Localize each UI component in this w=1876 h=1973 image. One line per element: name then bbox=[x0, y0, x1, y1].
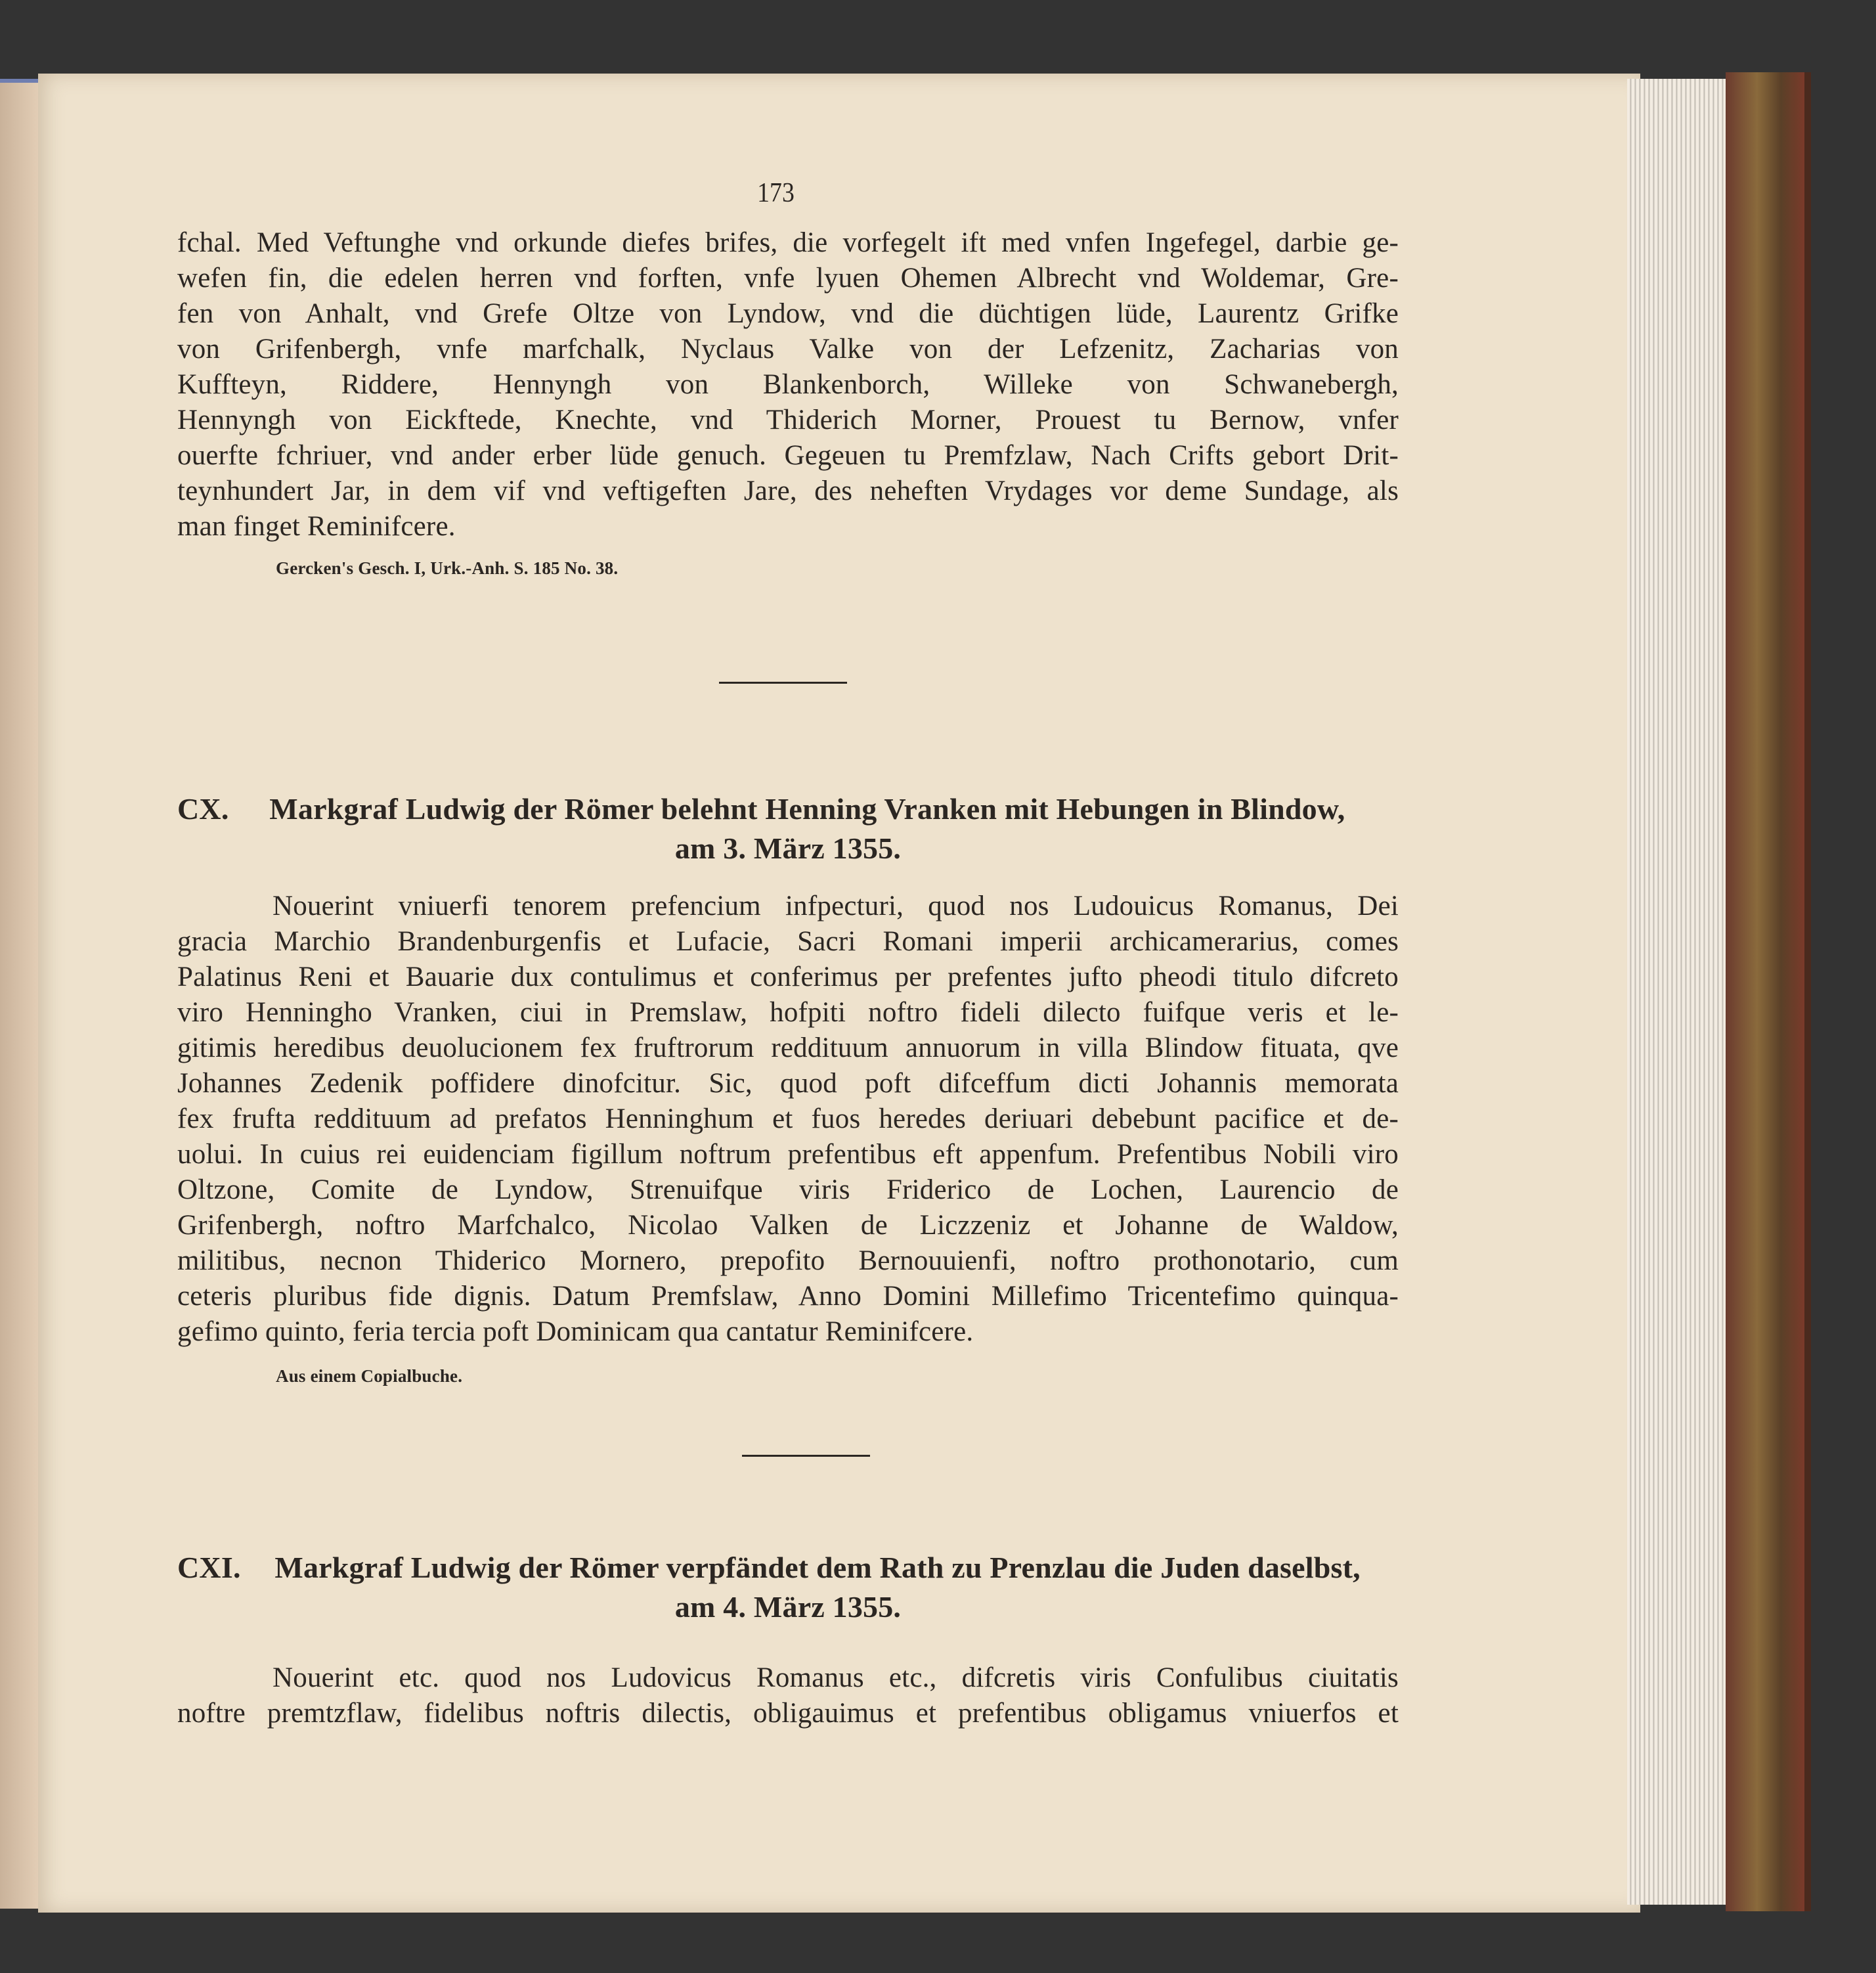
section-title bbox=[177, 791, 1345, 826]
section-title bbox=[177, 1550, 1361, 1585]
source-citation: Gercken's Gesch. I, Urk.-Anh. S. 185 No. 38. bbox=[276, 558, 619, 578]
text-line: Nouerint vniuerfi tenorem prefencium infpecturi, quod nos Ludouicus Romanus, Dei bbox=[273, 891, 1399, 921]
text-line: gitimis heredibus deuolucionem fex fruftrorum reddituum annuorum in villa Blindow fituata, qve bbox=[177, 1032, 1399, 1063]
section-title-text: Markgraf Ludwig der Römer belehnt Henning Vranken mit Hebungen in Blindow, bbox=[269, 792, 1345, 826]
text-line: Hennyngh von Eickftede, Knechte, vnd Thiderich Morner, Prouest tu Bernow, vnfer bbox=[177, 405, 1399, 435]
text-line: fex frufta reddituum ad prefatos Henninghum et fuos heredes deriuari debebunt pacifice et de- bbox=[177, 1103, 1399, 1134]
text-line: man finget Reminifcere. bbox=[177, 511, 456, 542]
text-line: von Grifenbergh, vnfe marfchalk, Nyclaus Valke von der Lefzenitz, Zacharias von bbox=[177, 334, 1399, 365]
text-line: uolui. In cuius rei euidenciam figillum noftrum prefentibus eft appenfum. Prefentibus Nobili viro bbox=[177, 1139, 1399, 1170]
text-line: wefen fin, die edelen herren vnd forften, vnfe lyuen Ohemen Albrecht vnd Woldemar, Gre- bbox=[177, 263, 1399, 294]
text-line: militibus, necnon Thiderico Mornero, prepofito Bernouuienfi, noftro prothonotario, cum bbox=[177, 1245, 1399, 1276]
section-number: CX. bbox=[177, 792, 229, 826]
section-date: am 3. März 1355. bbox=[674, 831, 902, 865]
section-number: CXI. bbox=[177, 1551, 241, 1584]
text-line: Palatinus Reni et Bauarie dux contulimus et conferimus per prefentes jufto pheodi titulo difcreto bbox=[177, 962, 1399, 992]
text-line: noftre premtzflaw, fidelibus noftris dilectis, obligauimus et prefentibus obligamus vniuerfos et bbox=[177, 1698, 1399, 1729]
text-line: ouerfte fchriuer, vnd ander erber lüde genuch. Gegeuen tu Premfzlaw, Nach Crifts gebort Drit- bbox=[177, 440, 1399, 471]
text-line: Johannes Zedenik poffidere dinofcitur. Sic, quod poft difceffum dicti Johannis memorata bbox=[177, 1068, 1399, 1099]
section-divider bbox=[742, 1455, 870, 1457]
text-line: fen von Anhalt, vnd Grefe Oltze von Lyndow, vnd die düchtigen lüde, Laurentz Grifke bbox=[177, 298, 1399, 329]
text-line: gracia Marchio Brandenburgenfis et Lufacie, Sacri Romani imperii archicamerarius, comes bbox=[177, 926, 1399, 957]
page-stack-edges bbox=[1627, 79, 1726, 1905]
text-line: Oltzone, Comite de Lyndow, Strenuifque viris Friderico de Lochen, Laurencio de bbox=[177, 1174, 1399, 1205]
text-line: gefimo quinto, feria tercia poft Dominicam qua cantatur Reminifcere. bbox=[177, 1316, 974, 1347]
text-line: ceteris pluribus fide dignis. Datum Premfslaw, Anno Domini Millefimo Tricentefimo quinqua- bbox=[177, 1281, 1399, 1312]
source-citation: Aus einem Copialbuche. bbox=[276, 1366, 463, 1386]
text-line: viro Henningho Vranken, ciui in Premslaw, hofpiti noftro fideli dilecto fuifque veris et le- bbox=[177, 997, 1399, 1028]
text-line: Grifenbergh, noftro Marfchalco, Nicolao Valken de Liczzeniz et Johanne de Waldow, bbox=[177, 1210, 1399, 1241]
section-date: am 4. März 1355. bbox=[674, 1590, 902, 1624]
text-line: Nouerint etc. quod nos Ludovicus Romanus etc., difcretis viris Confulibus ciuitatis bbox=[273, 1662, 1399, 1693]
text-line: fchal. Med Veftunghe vnd orkunde diefes brifes, die vorfegelt ift med vnfen Ingefegel, darbie ge- bbox=[177, 227, 1399, 258]
text-line: Kuffteyn, Riddere, Hennyngh von Blankenborch, Willeke von Schwanebergh, bbox=[177, 369, 1399, 400]
facing-page-edge bbox=[0, 79, 41, 1909]
section-divider bbox=[719, 682, 847, 684]
page-number: 173 bbox=[757, 178, 795, 208]
book-cover-edge bbox=[1726, 72, 1811, 1911]
text-line: teynhundert Jar, in dem vif vnd veftigeften Jare, des neheften Vrydages vor deme Sundage, als bbox=[177, 476, 1399, 506]
section-title-text: Markgraf Ludwig der Römer verpfändet dem Rath zu Prenzlau die Juden daselbst, bbox=[274, 1551, 1361, 1584]
